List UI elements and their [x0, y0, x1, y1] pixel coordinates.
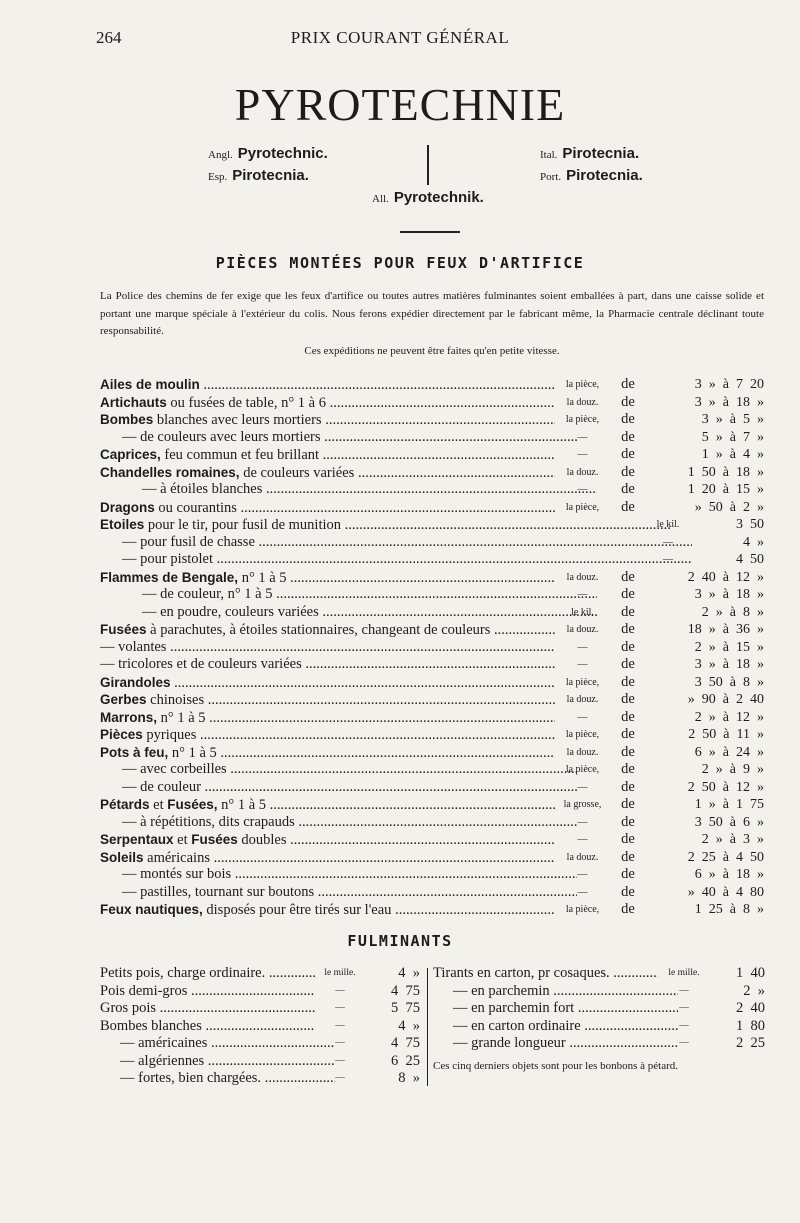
item-unit: — — [335, 1073, 345, 1083]
item-label — [100, 901, 555, 920]
list-item — [100, 604, 764, 622]
item-price: 3 50 à 6 » — [694, 814, 764, 830]
list-item — [100, 1000, 422, 1018]
fulminants-note: Ces cinq derniers objets sont pour les bonbons à pétard. — [433, 1059, 679, 1072]
item-unit: la douz. — [566, 466, 599, 478]
running-title: PRIX COURANT GÉNÉRAL — [290, 28, 510, 47]
item-from: de — [621, 463, 635, 480]
item-price: 2 40 à 12 » — [687, 569, 764, 585]
list-item — [100, 796, 764, 814]
item-unit: — — [577, 484, 588, 495]
item-from: de — [621, 498, 635, 515]
item-from: de — [621, 568, 635, 585]
item-description: — tricolores et de couleurs variées — [100, 656, 302, 672]
item-price: 2 » à 3 » — [701, 832, 764, 847]
item-from: de — [621, 603, 635, 620]
item-price: 1 » à 1 75 — [694, 797, 764, 812]
item-price: 3 » à 5 » — [701, 412, 764, 427]
item-description: — avec corbeilles — [122, 761, 227, 777]
translation-divider — [427, 145, 429, 185]
item-description: doubles — [237, 832, 287, 848]
item-price: 5 » à 7 » — [701, 429, 764, 445]
item-description: n° 1 à 5 — [217, 797, 267, 813]
item-unit: la douz. — [566, 694, 599, 705]
item-from: de — [621, 848, 635, 865]
translation-english: Angl. Pyrotechnic. — [208, 145, 328, 162]
item-price: 2 50 à 12 » — [687, 779, 764, 795]
item-label: — fortes, bien chargées. ..... — [100, 1070, 335, 1088]
item-label — [100, 586, 597, 604]
item-label — [100, 621, 555, 640]
list-item — [100, 884, 764, 902]
item-name: Chandelles romaines, — [100, 464, 240, 480]
item-label — [100, 674, 555, 693]
item-label — [100, 569, 555, 588]
item-unit: la grosse, — [563, 799, 602, 810]
item-price: 2 » à 15 » — [694, 639, 764, 655]
item-name: Caprices, — [100, 447, 161, 462]
item-price: 18 » à 36 » — [687, 622, 764, 637]
item-unit: — — [679, 985, 689, 996]
item-name: Serpentaux — [100, 832, 174, 847]
item-price: 3 50 — [736, 517, 764, 532]
translation-portuguese: Port. Pirotecnia. — [540, 167, 643, 184]
item-name: Etoiles — [100, 517, 145, 532]
item-label — [100, 779, 577, 797]
item-label — [100, 884, 577, 902]
list-item — [100, 551, 764, 569]
item-from: de — [621, 638, 635, 655]
item-from: de — [621, 761, 635, 777]
item-label — [100, 429, 577, 447]
item-unit: — — [577, 659, 588, 670]
item-price: 6 25 — [391, 1052, 420, 1069]
item-price: 1 20 à 15 » — [687, 482, 764, 497]
item-price: 2 » à 12 » — [694, 709, 764, 725]
item-label — [100, 446, 555, 465]
item-from: de — [621, 726, 635, 742]
list-item — [100, 586, 764, 604]
item-unit: la pièce, — [565, 904, 600, 915]
item-unit: — — [335, 1038, 345, 1048]
item-price: 3 » à 7 20 — [694, 377, 764, 392]
list-item — [100, 779, 764, 797]
item-description: à parachutes, à étoiles stationnaires, changeant de couleurs — [146, 622, 491, 638]
item-price: 4 50 — [736, 552, 764, 567]
item-unit: — — [679, 1020, 689, 1031]
item-label: Bombes blanches ..... — [100, 1018, 315, 1036]
item-unit: le kil. — [571, 606, 594, 618]
item-unit: la pièce, — [565, 676, 600, 688]
list-item — [100, 849, 764, 867]
item-from: de — [621, 831, 635, 847]
item-description: — pour pistolet — [122, 551, 214, 567]
item-label: — en parchemin fort ..... — [433, 1000, 678, 1018]
item-from: de — [621, 796, 635, 812]
item-price: 1 40 — [736, 965, 765, 981]
item-unit: le mille. — [668, 968, 700, 978]
item-price: 4 75 — [391, 982, 420, 999]
list-item — [100, 1070, 422, 1088]
item-description: feu commun et feu brillant — [160, 447, 320, 463]
item-unit: — — [577, 641, 588, 653]
list-item — [100, 621, 764, 639]
list-item — [100, 761, 764, 779]
item-from: de — [621, 446, 635, 462]
item-price: 3 » à 18 » — [694, 394, 764, 410]
item-from: de — [621, 866, 635, 882]
list-item — [100, 446, 764, 464]
item-label: — en carton ordinaire ..... — [433, 1018, 678, 1036]
item-unit: — — [577, 711, 588, 723]
item-name: Ailes de moulin — [100, 377, 200, 392]
item-description: n° 1 à 5 — [238, 569, 287, 586]
item-unit: la pièce, — [565, 379, 600, 390]
item-from: de — [621, 883, 635, 900]
item-name: Pièces — [100, 727, 143, 742]
list-item — [100, 901, 764, 919]
list-item — [100, 534, 764, 552]
item-description: disposés pour être tirés sur l'eau — [202, 902, 392, 918]
item-description: pour le tir, pour fusil de munition — [144, 517, 342, 533]
item-name: Pétards — [100, 797, 150, 812]
item-name: Artichauts — [100, 394, 167, 410]
list-item — [100, 656, 764, 674]
item-from: de — [621, 743, 635, 760]
list-item — [100, 429, 764, 447]
item-label — [100, 656, 555, 674]
item-unit: — — [679, 1038, 689, 1048]
list-item — [100, 1035, 422, 1053]
item-unit: — — [577, 431, 588, 443]
item-unit: — — [335, 985, 345, 996]
item-description: — en poudre, couleurs variées — [142, 603, 319, 620]
item-from: de — [621, 656, 635, 672]
list-item — [433, 1018, 767, 1036]
title-rule — [400, 231, 460, 233]
item-description: chinoises — [146, 692, 205, 708]
item-label — [100, 499, 555, 518]
item-name: Pots à feu, — [100, 744, 169, 760]
list-item — [100, 464, 764, 482]
item-unit: la douz. — [566, 746, 599, 758]
translations — [0, 145, 800, 215]
item-unit: — — [663, 554, 673, 565]
item-from: de — [621, 586, 635, 602]
item-label — [100, 376, 555, 395]
section-title-pieces-montees: PIÈCES MONTÉES POUR FEUX D'ARTIFICE — [215, 254, 585, 272]
translation-german: All. Pyrotechnik. — [372, 189, 484, 206]
item-description: — montés sur bois — [122, 866, 232, 882]
item-from: de — [621, 393, 635, 410]
item-price: 6 » à 18 » — [694, 867, 764, 882]
list-item — [100, 674, 764, 692]
item-description: — de couleur, n° 1 à 5 — [142, 586, 273, 602]
item-from: de — [621, 778, 635, 795]
item-description: n° 1 à 5 — [157, 709, 206, 726]
item-from: de — [621, 481, 635, 497]
item-description: — volantes — [100, 638, 167, 655]
item-price: 4 » — [398, 1017, 420, 1034]
item-price: 4 75 — [391, 1035, 420, 1051]
item-label: — grande longueur ..... — [433, 1035, 678, 1053]
item-description: n° 1 à 5 — [168, 744, 217, 761]
item-price: 6 » à 24 » — [694, 744, 764, 760]
list-item — [433, 1035, 767, 1053]
item-unit: — — [663, 536, 673, 548]
item-unit: la pièce, — [565, 729, 600, 740]
item-price: 2 25 — [736, 1035, 765, 1051]
item-description: et — [149, 797, 168, 813]
item-unit: — — [577, 816, 588, 828]
list-item — [100, 983, 422, 1001]
list-item — [100, 814, 764, 832]
page-number: 264 — [96, 28, 122, 47]
translation-spanish: Esp. Pirotecnia. — [208, 167, 309, 184]
item-unit: — — [577, 834, 588, 845]
list-item — [100, 866, 764, 884]
item-name: Soleils — [100, 849, 144, 865]
item-label — [100, 709, 555, 728]
section-title-fulminants: FULMINANTS — [347, 932, 453, 950]
item-price: » 90 à 2 40 — [687, 692, 764, 707]
price-list — [100, 376, 764, 919]
item-from: de — [621, 708, 635, 725]
item-price: » 40 à 4 80 — [687, 884, 764, 900]
item-name: Flammes de Bengale, — [100, 569, 239, 585]
item-label — [100, 849, 555, 868]
item-description: de couleurs variées — [239, 464, 355, 481]
item-label — [100, 464, 555, 483]
item-description: — pastilles, tournant sur boutons — [122, 883, 315, 900]
item-unit: — — [679, 1003, 689, 1013]
list-item — [100, 1018, 422, 1036]
list-item — [100, 499, 764, 517]
item-price: 2 50 à 11 » — [688, 727, 764, 742]
item-from: de — [621, 691, 635, 707]
item-price: 8 » — [398, 1070, 420, 1086]
list-item — [100, 965, 422, 983]
list-item — [100, 709, 764, 727]
fulminants-right-column — [433, 965, 767, 1073]
item-label — [100, 394, 555, 413]
list-item — [100, 569, 764, 587]
item-name: Bombes — [100, 412, 154, 427]
item-from: de — [621, 813, 635, 830]
item-unit: la douz. — [566, 624, 599, 635]
item-price: 1 » à 4 » — [701, 447, 764, 462]
item-description: ou courantins — [154, 499, 237, 516]
item-unit: — — [577, 589, 588, 600]
item-label — [100, 726, 555, 745]
item-price: 2 » à 9 » — [701, 762, 764, 777]
intro-shipping-note: Ces expéditions ne peuvent être faites qu'en petite vitesse. — [304, 344, 560, 357]
item-name: Dragons — [100, 499, 155, 515]
item-description: ou fusées de table, n° 1 à 6 — [166, 394, 326, 411]
translation-italian: Ital. Pirotecnia. — [540, 145, 640, 162]
item-description: — de couleur — [122, 778, 201, 795]
item-label — [100, 604, 597, 622]
item-label — [100, 691, 555, 710]
item-name: Marrons, — [100, 709, 158, 725]
item-unit: le mille. — [324, 968, 356, 978]
item-description: pyriques — [142, 727, 197, 743]
list-item — [100, 639, 764, 657]
item-label — [100, 866, 577, 884]
item-price: 3 » à 18 » — [694, 587, 764, 602]
fulminants-column-divider — [427, 968, 428, 1086]
list-item — [100, 831, 764, 849]
item-name: Fusées, — [167, 797, 218, 812]
item-label: — en parchemin ..... — [433, 983, 678, 1001]
item-label — [100, 814, 577, 832]
item-unit: — — [577, 886, 588, 898]
list-item — [100, 376, 764, 394]
item-from: de — [621, 376, 635, 392]
intro-paragraph: La Police des chemins de fer exige que les feux d'artifice ou toutes autres matières fulminantes soient emballées à part, dans une caisse solide et portant une marque spéciale à l'extérieur du colis. Nous ferons expédier directement par le fabricant même, la Pharmacie centrale déclinant toute responsabilité. — [100, 290, 764, 337]
item-from: de — [621, 901, 635, 917]
item-unit: — — [335, 1055, 345, 1066]
item-label — [100, 744, 555, 763]
item-label — [100, 796, 555, 815]
item-label — [100, 534, 692, 552]
item-from: de — [621, 411, 635, 427]
item-label — [100, 481, 597, 499]
item-label: Pois demi-gros ..... — [100, 983, 315, 1001]
list-item — [433, 983, 767, 1001]
page-header — [0, 28, 800, 48]
item-unit: le kil. — [656, 519, 680, 530]
item-from: de — [621, 621, 635, 637]
list-item — [100, 691, 764, 709]
item-description: américains — [143, 849, 210, 866]
item-price: » 50 à 2 » — [694, 499, 764, 515]
item-price: 3 50 à 8 » — [694, 674, 764, 690]
item-price: 2 25 à 4 50 — [687, 849, 764, 865]
item-label: — algériennes ..... — [100, 1053, 335, 1071]
item-name: Fusées — [191, 832, 238, 847]
item-price: 4 » — [743, 534, 764, 550]
list-item — [100, 516, 764, 534]
list-item — [100, 726, 764, 744]
item-label — [100, 639, 555, 657]
item-price: 1 50 à 18 » — [687, 464, 764, 480]
item-description: — de couleurs avec leurs mortiers — [122, 428, 321, 445]
item-label: Tirants en carton, pr cosaques. ..... — [433, 965, 658, 983]
item-name: Girandoles — [100, 674, 171, 690]
item-description: et — [173, 832, 192, 848]
item-unit: la douz. — [566, 571, 599, 583]
item-description: — pour fusil de chasse — [122, 533, 255, 550]
item-name: Feux nautiques, — [100, 902, 203, 917]
item-label — [100, 831, 555, 850]
item-description: — à répétitions, dits crapauds — [122, 813, 295, 830]
item-unit: — — [577, 781, 588, 793]
item-price: 2 40 — [736, 1000, 765, 1016]
item-label: — américaines ..... — [100, 1035, 335, 1053]
item-price: 5 75 — [391, 1000, 420, 1016]
item-unit: la pièce, — [565, 501, 600, 513]
list-item — [433, 965, 767, 983]
item-price: 2 » — [743, 982, 765, 999]
item-from: de — [621, 428, 635, 445]
item-name: Fusées — [100, 622, 147, 637]
item-from: de — [621, 673, 635, 690]
item-unit: la pièce, — [565, 764, 600, 775]
item-unit: — — [335, 1003, 345, 1013]
list-item — [433, 1000, 767, 1018]
fulminants-left-column — [100, 965, 422, 1088]
page-title: PYROTECHNIE — [234, 79, 566, 130]
list-item — [100, 394, 764, 412]
item-name: Gerbes — [100, 692, 147, 707]
item-price: 3 » à 18 » — [694, 657, 764, 672]
item-label — [100, 761, 577, 779]
item-label — [100, 551, 692, 569]
item-unit: — — [577, 449, 588, 460]
item-label: Petits pois, charge ordinaire. ..... — [100, 965, 315, 983]
list-item — [100, 1053, 422, 1071]
item-description: — à étoiles blanches — [142, 481, 263, 497]
list-item — [100, 744, 764, 762]
item-label — [100, 516, 670, 535]
item-unit: la douz. — [566, 396, 599, 408]
item-price: 1 25 à 8 » — [694, 902, 764, 917]
item-price: 1 80 — [736, 1017, 765, 1034]
list-item — [100, 481, 764, 499]
item-label — [100, 411, 555, 430]
section-intro — [100, 288, 764, 360]
item-price: 2 » à 8 » — [701, 604, 764, 620]
item-unit: la pièce, — [565, 414, 600, 425]
item-unit: — — [577, 869, 588, 880]
item-description: blanches avec leurs mortiers — [153, 412, 322, 428]
item-price: 4 » — [398, 965, 420, 981]
item-label: Gros pois ..... — [100, 1000, 315, 1018]
list-item — [100, 411, 764, 429]
item-unit: — — [335, 1020, 345, 1031]
item-unit: la douz. — [566, 851, 599, 863]
